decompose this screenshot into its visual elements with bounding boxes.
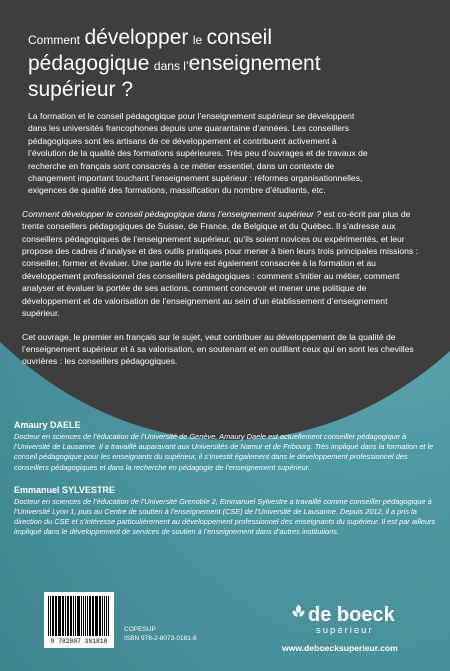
leaf-logo-icon — [290, 603, 307, 620]
barcode-bar — [55, 596, 57, 636]
blurb-paragraph-2: Comment développer le conseil pédagogique dans l’enseignement supérieur ? est co-écrit par plus de trente conseillers pédagogiques de Suisse, de France, de Belgique et du Québec. Il s’adresse aux conseillers pédagogiques de l’enseignement supérieur, qu’ils soient novices ou expérimentés, et leur propose des cadres d’analyse et des outils pratiques pour mener à bien leurs trois principales missions : conseiller, former et évaluer. Une partie du livre est également consacrée à la formation et au développement professionnel des conseillers pédagogiques : comment s’initier au métier, comment analyser et évaluer la portée de ses actions, comment concevoir et mener une politique de développement et de valorisation de l’enseignement au sein d’un établissement d’enseignement supérieur. — [22, 208, 418, 319]
barcode-bar — [77, 596, 78, 636]
barcode-bar — [102, 596, 103, 636]
author-name: Emmanuel SYLVESTRE — [14, 484, 115, 495]
publisher-url: www.deboecksuperieur.com — [282, 643, 398, 653]
publisher-name: de boeck — [308, 604, 395, 626]
barcode-bar — [67, 596, 69, 636]
barcode-bar — [99, 596, 100, 636]
barcode-bar — [83, 596, 84, 636]
barcode-bar — [58, 596, 59, 636]
barcode-bar — [52, 596, 53, 636]
barcode-bar — [108, 596, 109, 636]
blurb — [22, 110, 434, 379]
title-citation: Comment développer le conseil pédagogique dans l’enseignement supérieur ? — [22, 208, 322, 219]
barcode-bar — [90, 596, 91, 636]
book-title: Comment développer le conseil pédagogique dans l’enseignement supérieur ? — [28, 26, 321, 101]
barcode-bar — [59, 596, 60, 636]
publisher-logo — [308, 605, 395, 637]
barcode-bar — [95, 596, 96, 636]
barcode-bar — [53, 596, 54, 636]
barcode-bar — [63, 596, 64, 636]
barcode-bar — [50, 596, 51, 636]
author-bio: Docteur en sciences de l’éducation de l’Université Grenoble 2, Emmanuel Sylvestre a travaillé comme conseiller pédagogique à l’Université Lyon 1, puis au Centre de soutien à l’enseignement (CSE) de l’Université de Lausanne. Depuis 2012, il a pris la direction du CSE et s’intéresse particulièrement au développement professionnel des enseignants du supérieur. Il est par ailleurs impliqué dans le développement de services de soutien à l’enseignement dans d’autres institutions. — [14, 496, 436, 537]
barcode-bar — [100, 596, 101, 636]
publisher-subtitle: supérieur — [316, 625, 374, 636]
author-bios — [14, 420, 438, 550]
barcode-bar — [81, 596, 82, 636]
blurb-paragraph-1: La formation et le conseil pédagogique pour l’enseignement supérieur se développent dans les universités francophones depuis une quarantaine d’années. Les conseillers pédagogiques sont les artisans de ce développement et contribuent activement à l’évolution de la qualité des formations supérieures. Très peu d’ouvrages et de travaux de recherche en français sont consacrés à ce métier essentiel, dans un contexte de changement important touchant l’enseignement supérieur : réformes organisationnelles, exigences de qualité des formations, massification du nombre d’étudiants, etc. — [28, 111, 368, 196]
blurb-paragraph-3: Cet ouvrage, le premier en français sur le sujet, veut contribuer au développement de la qualité de l’enseignement supérieur et à sa valorisation, en soutenant et en outillant ceux qui en sont les chevilles ouvrières : les conseillers pédagogiques. — [22, 331, 414, 367]
isbn-text: ISBN 978-2-8073-0181-8 — [124, 635, 197, 642]
barcode-bar — [65, 596, 66, 636]
author-bio: Docteur en sciences de l’éducation de l’Université de Genève, Amaury Daele est actuellement conseiller pédagogique à l’Université de Lausanne. Il a travaillé auparavant aux Universités de Namur et de Fribourg. Très impliqué dans la formation et le conseil pédagogique pour les enseignants du supérieur, il s’investit également dans le développement professionnel des conseillers pédagogiques et dans la recherche en pédagogie de l’enseignement supérieur. — [14, 432, 434, 472]
barcode-bar — [73, 596, 74, 636]
barcode-bar — [71, 596, 72, 636]
collection-code: COPESUP — [124, 626, 156, 633]
barcode-bar — [78, 596, 80, 636]
barcode-bar — [104, 596, 105, 636]
barcode-bars — [48, 596, 110, 636]
barcode-bar — [92, 596, 94, 636]
barcode-bar — [75, 596, 76, 636]
book-metadata — [124, 625, 197, 643]
barcode-number: 9 782807 301818 — [50, 638, 108, 645]
barcode-bar — [87, 596, 88, 636]
barcode-bar — [89, 596, 90, 636]
barcode-bar — [70, 596, 71, 636]
barcode-bar — [96, 596, 97, 636]
barcode-bar — [85, 596, 86, 636]
barcode-bar — [106, 596, 108, 636]
barcode-bar — [62, 596, 63, 636]
author-name: Amaury DAELE — [14, 420, 81, 430]
isbn-barcode — [44, 592, 114, 648]
barcode-bar — [48, 596, 49, 636]
